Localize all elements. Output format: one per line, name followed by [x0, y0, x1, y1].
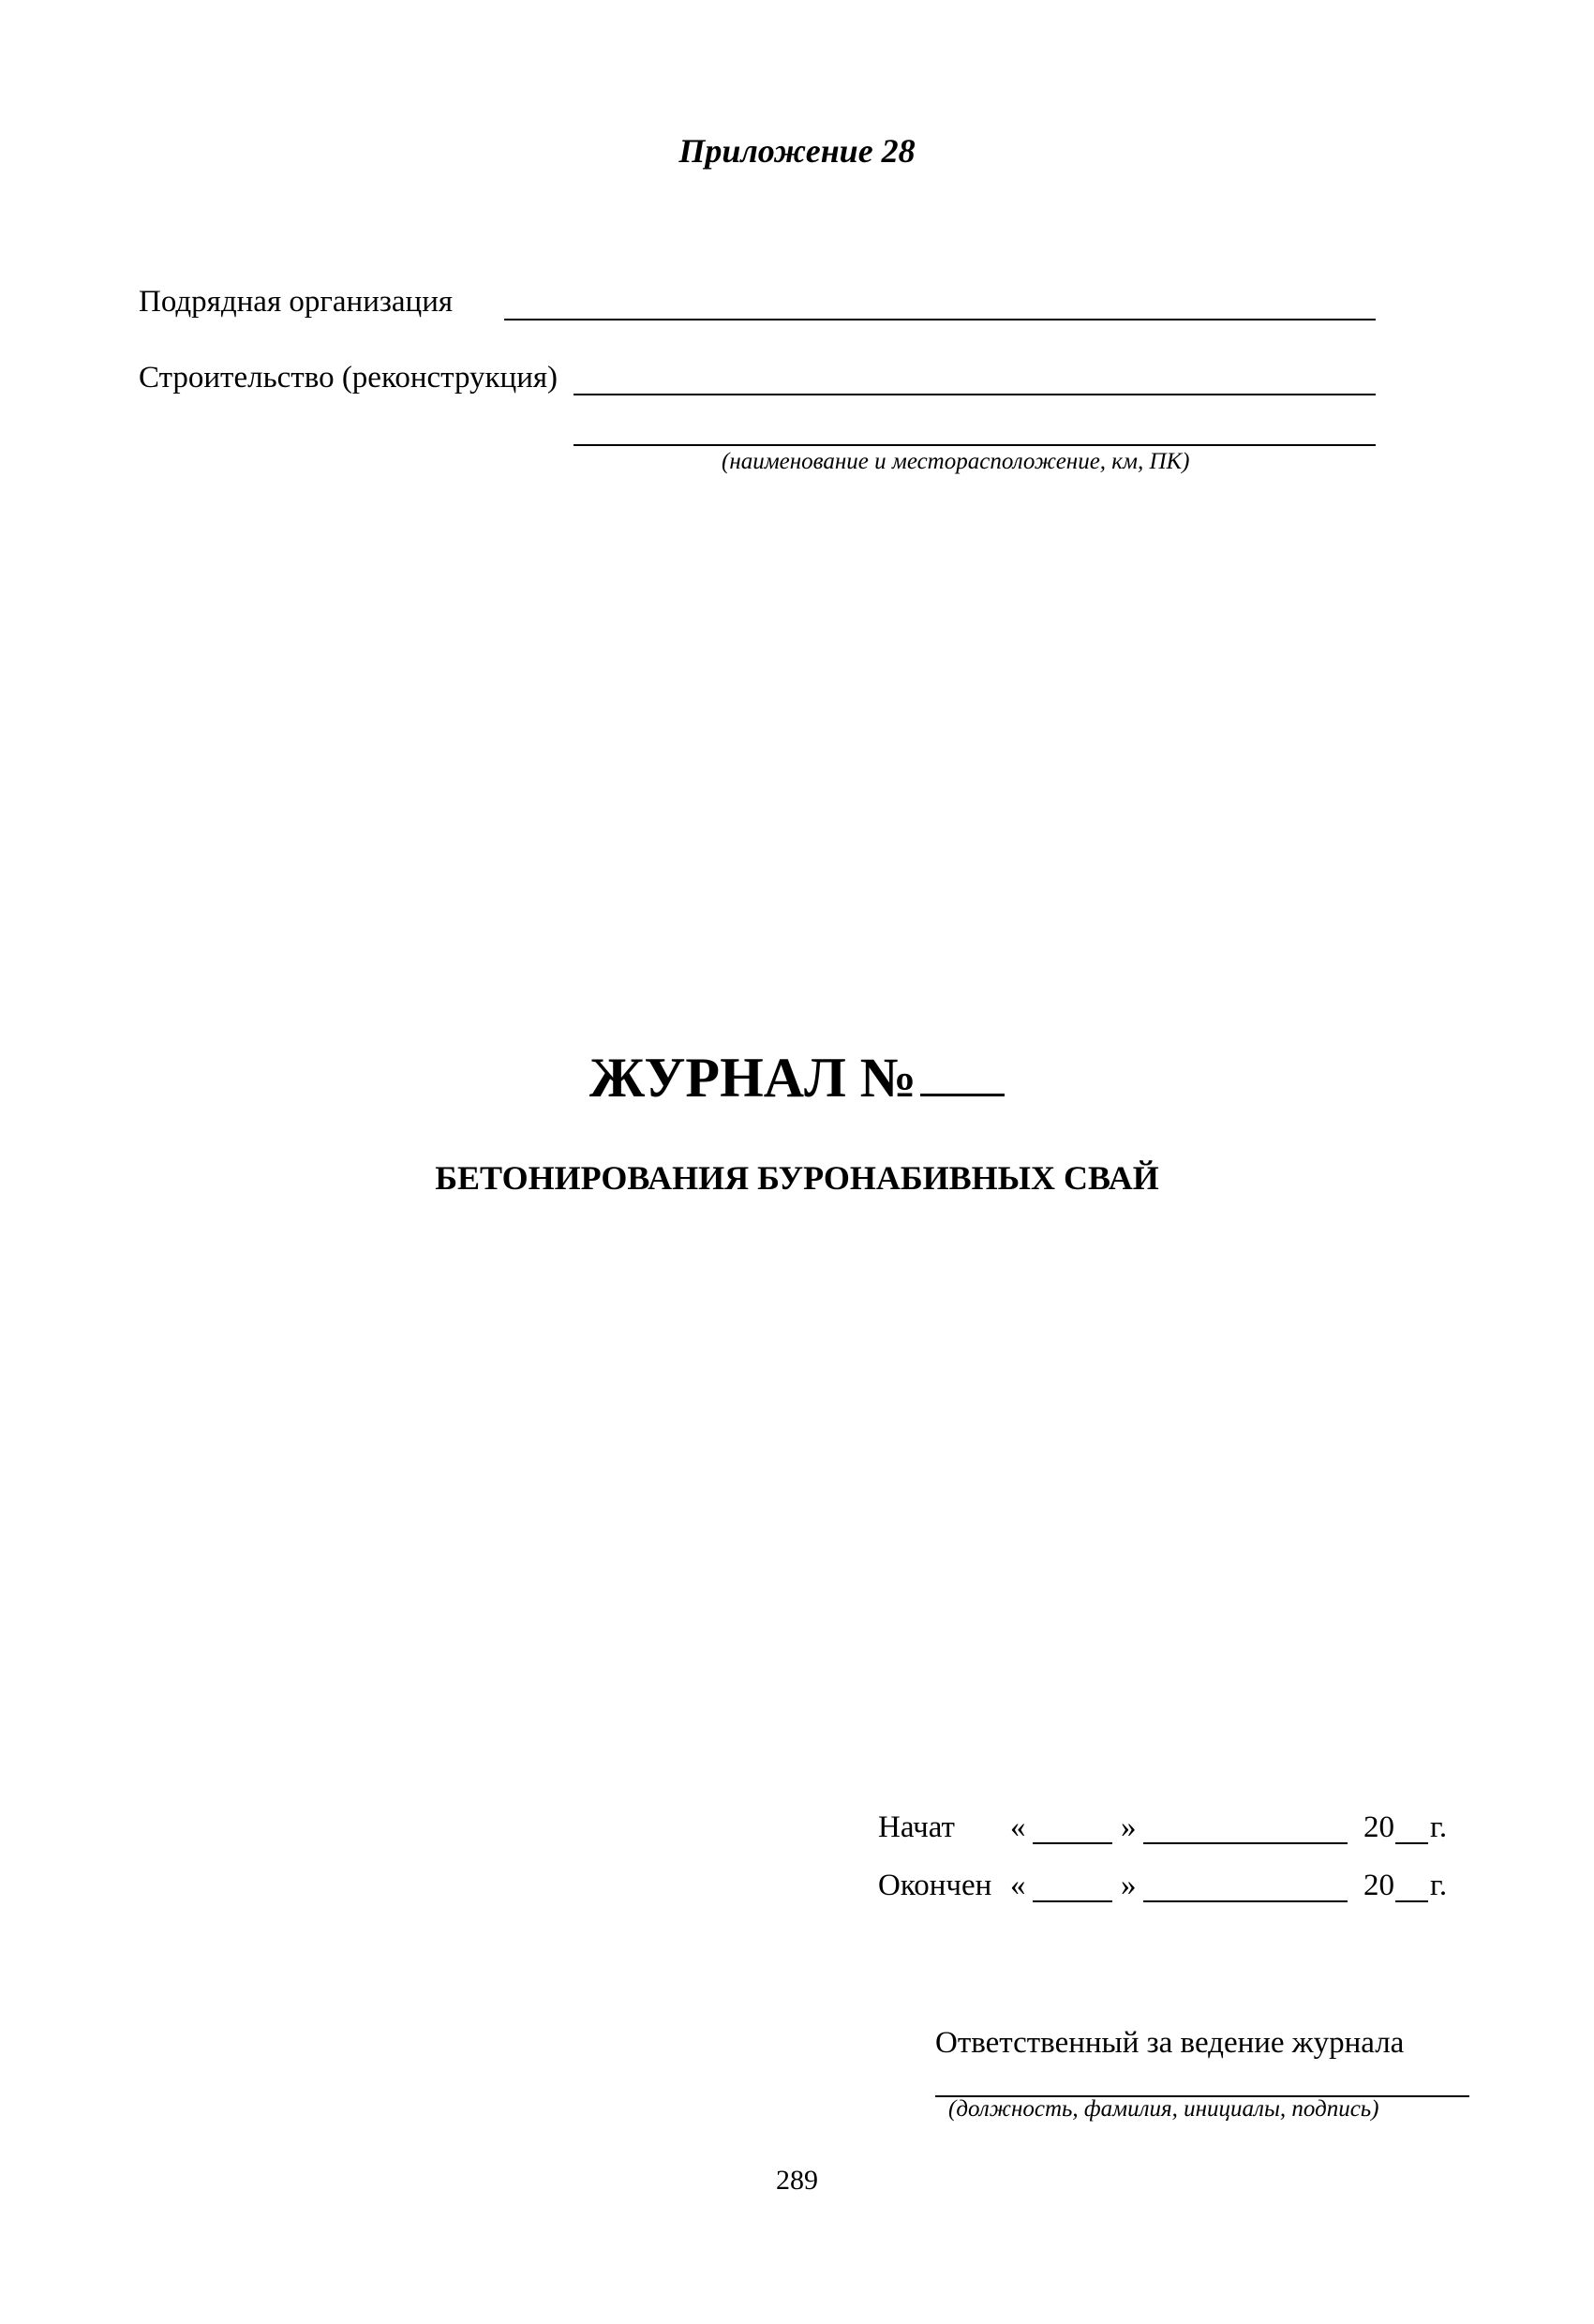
- contractor-field-line[interactable]: [504, 319, 1376, 320]
- journal-title-text: ЖУРНАЛ №: [588, 1047, 917, 1109]
- started-year-line[interactable]: [1395, 1842, 1428, 1844]
- finished-open-quote: «: [1010, 1869, 1026, 1902]
- finished-year-prefix: 20: [1363, 1869, 1394, 1902]
- location-field-line[interactable]: [574, 444, 1376, 446]
- finished-year-suffix: г.: [1430, 1869, 1448, 1902]
- started-open-quote: «: [1010, 1810, 1026, 1844]
- responsible-caption: (должность, фамилия, инициалы, подпись): [948, 2096, 1379, 2122]
- started-year-prefix: 20: [1363, 1810, 1394, 1844]
- finished-year-line[interactable]: [1395, 1900, 1428, 1902]
- started-year-suffix: г.: [1430, 1810, 1448, 1844]
- finished-close-quote: »: [1121, 1869, 1137, 1902]
- journal-subtitle: БЕТОНИРОВАНИЯ БУРОНАБИВНЫХ СВАЙ: [435, 1159, 1159, 1197]
- responsible-label: Ответственный за ведение журнала: [935, 2026, 1405, 2060]
- page-number: 289: [776, 2165, 818, 2196]
- started-close-quote: »: [1121, 1810, 1137, 1844]
- finished-day-line[interactable]: [1033, 1900, 1112, 1902]
- location-caption: (наименование и месторасположение, км, ПК): [722, 449, 1190, 474]
- journal-number-line[interactable]: [920, 1047, 1005, 1096]
- finished-label: Окончен: [878, 1869, 992, 1902]
- construction-field-line[interactable]: [574, 394, 1376, 395]
- contractor-label: Подрядная организация: [139, 285, 454, 319]
- journal-title: [0, 1045, 1594, 1110]
- started-label: Начат: [878, 1810, 955, 1844]
- started-month-line[interactable]: [1143, 1842, 1348, 1844]
- started-day-line[interactable]: [1033, 1842, 1112, 1844]
- finished-month-line[interactable]: [1143, 1900, 1348, 1902]
- construction-label: Строительство (реконструкция): [139, 361, 559, 395]
- appendix-heading: Приложение 28: [678, 132, 916, 170]
